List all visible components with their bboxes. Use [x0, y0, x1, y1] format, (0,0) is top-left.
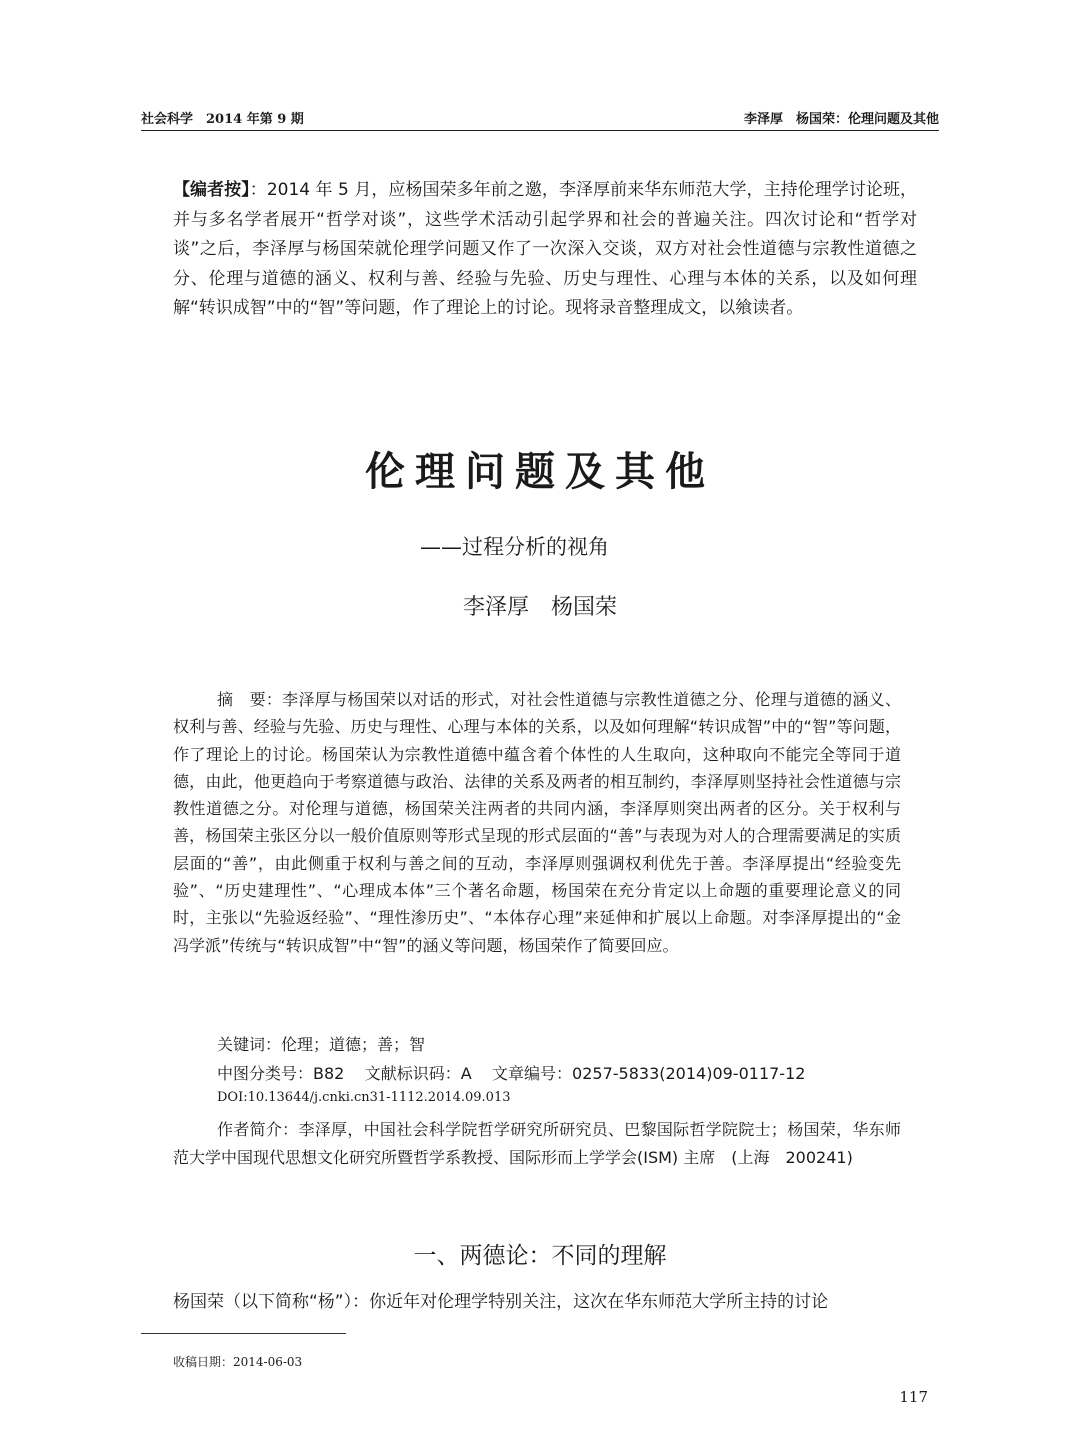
abstract-label: 摘 要： [217, 690, 283, 709]
section-heading: 一、两德论：不同的理解 [413, 1243, 667, 1269]
footnote-rule [141, 1333, 346, 1334]
editor-note-tag: 【编者按】 [173, 180, 250, 200]
article-authors: 李泽厚 杨国荣 [462, 595, 617, 620]
abstract-text: 李泽厚与杨国荣以对话的形式，对社会性道德与宗教性道德之分、伦理与道德的涵义、权利与善、经验与先验、历史与理性、心理与本体的关系，以及如何理解“转识成智”中的“智”等问题，作了理论上的讨论。杨国荣认为宗教性道德中蕴含着个体性的人生取向，这种取向不能完全等同于道德，由此，他更趋向于考察道德与政治、法律的关系及两者的相互制约，李泽厚则坚持社会性道德与宗教性道德之分。对伦理与道德，杨国荣关注两者的共同内涵，李泽厚则突出两者的区分。关于权利与善，杨国荣主张区分以一般价值原则等形式呈现的形式层面的“善”与表现为对人的合理需要满足的实质层面的“善”，由此侧重于权利与善之间的互动，李泽厚则强调权利优先于善。李泽厚提出“经验变先验”、“历史建理性”、“心理成本体”三个著名命题，杨国荣在充分肯定以上命题的重要理论意义的同时，主张以“先验返经验”、“理性渗历史”、“本体存心理”来延伸和扩展以上命题。对李泽厚提出的“金冯学派”传统与“转识成智”中“智”的涵义等问题，杨国荣作了简要回应。 [173, 690, 901, 955]
abstract [173, 686, 901, 959]
article-subtitle: ——过程分析的视角 [420, 535, 609, 559]
running-head-journal: 社会科学 2014 年第 9 期 [141, 112, 304, 127]
author-info-label: 作者简介： [217, 1120, 299, 1139]
clc-value: B82 [313, 1064, 345, 1083]
doi: DOI:10.13644/j.cnki.cn31-1112.2014.09.013 [217, 1090, 511, 1105]
editor-note [173, 176, 917, 324]
running-head [141, 104, 939, 131]
article-number-value: 0257-5833(2014)09-0117-12 [572, 1064, 806, 1083]
page-number: 117 [899, 1388, 928, 1406]
keywords-text: 伦理；道德；善；智 [281, 1035, 426, 1054]
author-info-text: 李泽厚，中国社会科学院哲学研究所研究员、巴黎国际哲学院院士；杨国荣，华东师范大学中国现代思想文化研究所暨哲学系教授、国际形而上学学会(ISM) 主席 (上海 200241) [173, 1120, 901, 1167]
clc-label: 中图分类号： [217, 1064, 314, 1083]
article-number-label: 文章编号： [492, 1064, 573, 1083]
doc-code-value: A [460, 1064, 472, 1083]
keywords [217, 1032, 907, 1055]
doc-code-label: 文献标识码： [364, 1064, 461, 1083]
editor-note-text: ：2014 年 5 月，应杨国荣多年前之邀，李泽厚前来华东师范大学，主持伦理学讨论班，并与多名学者展开“哲学对谈”，这些学术活动引起学界和社会的普遍关注。四次讨论和“哲学对谈”之后，李泽厚与杨国荣就伦理学问题又作了一次深入交谈，双方对社会性道德与宗教性道德之分、伦理与道德的涵义、权利与善、经验与先验、历史与理性、心理与本体的关系，以及如何理解“转识成智”中的“智”等问题，作了理论上的讨论。现将录音整理成文，以飨读者。 [173, 180, 917, 319]
article-title: 伦理问题及其他 [365, 449, 715, 495]
classification [217, 1061, 907, 1084]
footnote-received-date: 收稿日期：2014-06-03 [173, 1355, 303, 1369]
running-head-article: 李泽厚 杨国荣：伦理问题及其他 [743, 112, 939, 127]
author-info [173, 1116, 901, 1171]
keywords-label: 关键词： [217, 1035, 282, 1054]
body-first-line: 杨国荣（以下简称“杨”）：你近年对伦理学特别关注，这次在华东师范大学所主持的讨论 [173, 1292, 829, 1312]
